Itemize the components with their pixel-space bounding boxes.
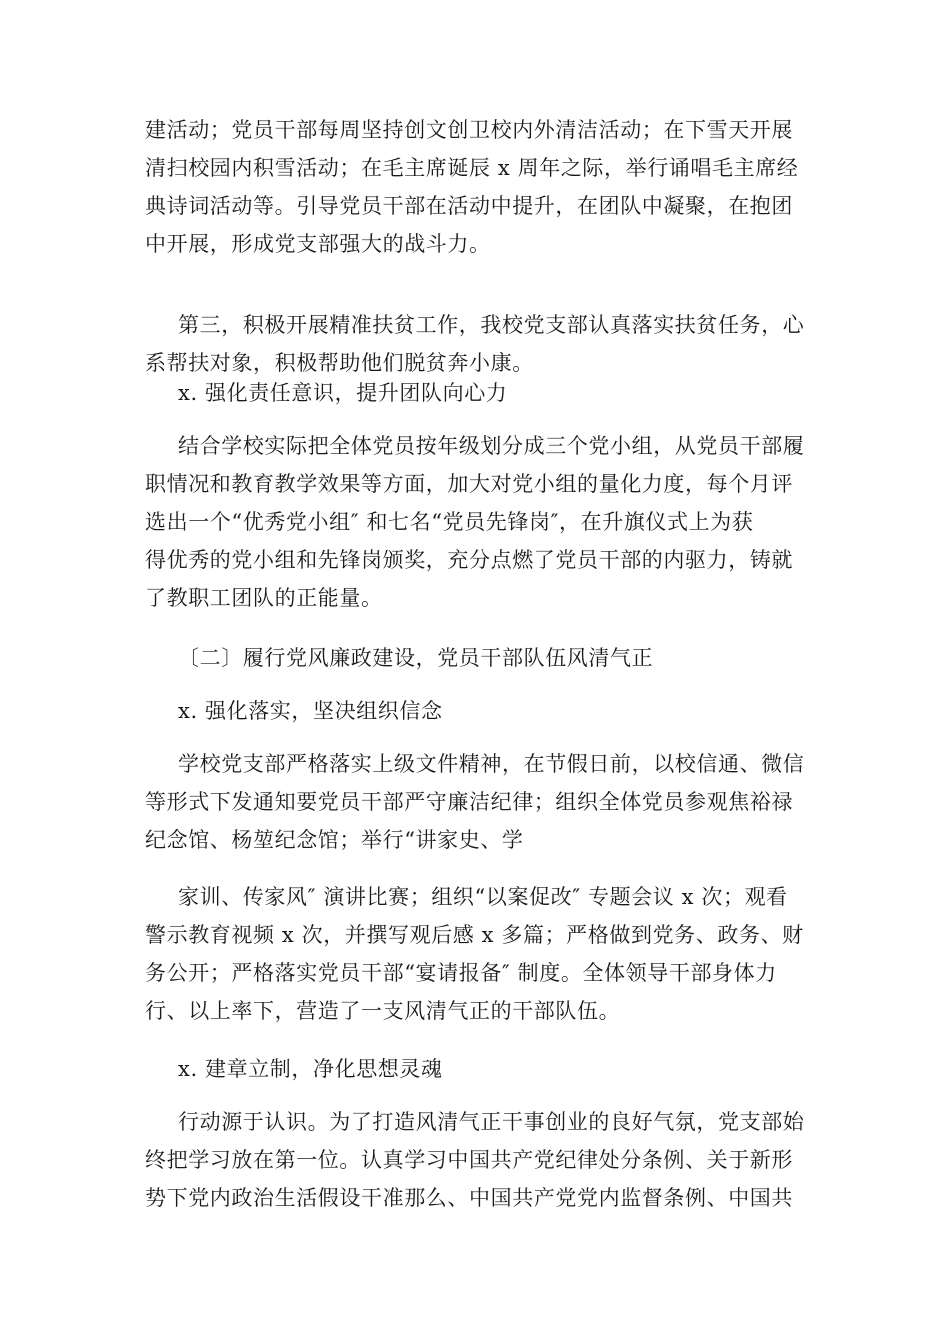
- paragraph-line: 务公开；严格落实党员干部“宴请报备″ 制度。全体领导干部身体力: [145, 961, 777, 985]
- paragraph-line: 典诗词活动等。引导党员干部在活动中提升，在团队中凝聚，在抱团: [145, 194, 793, 218]
- paragraph-line: 系帮扶对象，积极帮助他们脱贫奔小康。: [145, 351, 534, 375]
- paragraph-line: 势下党内政治生活假设干准那么、中国共产党党内监督条例、中国共: [145, 1186, 793, 1210]
- paragraph-line: 第三，积极开展精准扶贫工作，我校党支部认真落实扶贫任务，心: [178, 313, 805, 337]
- paragraph-line: 建活动；党员干部每周坚持创文创卫校内外清洁活动；在下雪天开展: [145, 118, 793, 142]
- paragraph-line: 职情况和教育教学效果等方面，加大对党小组的量化力度，每个月评: [145, 472, 793, 496]
- paragraph-line: 终把学习放在第一位。认真学习中国共产党纪律处分条例、关于新形: [145, 1148, 793, 1172]
- paragraph-line: 警示教育视频 x 次，并撰写观后感 x 多篇；严格做到党务、政务、财: [145, 923, 804, 947]
- paragraph-line: 纪念馆、杨堃纪念馆；举行“讲家史、学: [145, 828, 524, 852]
- paragraph-line: 行动源于认识。为了打造风清气正干事创业的良好气氛，党支部始: [178, 1110, 805, 1134]
- paragraph-line: 中开展，形成党支部强大的战斗力。: [145, 232, 491, 256]
- section-heading: x. 强化责任意识，提升团队向心力: [178, 381, 508, 405]
- paragraph-line: 了教职工团队的正能量。: [145, 586, 383, 610]
- paragraph-line: 结合学校实际把全体党员按年级划分成三个党小组，从党员干部履: [178, 434, 805, 458]
- section-heading: 〔二〕履行党风廉政建设，党员干部队伍风清气正: [178, 646, 654, 670]
- paragraph-line: 等形式下发通知要党员干部严守廉洁纪律；组织全体党员参观焦裕禄: [145, 790, 793, 814]
- section-heading: x. 建章立制，净化思想灵魂: [178, 1057, 443, 1081]
- paragraph-line: 家训、传家风″ 演讲比赛；组织“以案促改″ 专题会议 x 次；观看: [178, 885, 788, 909]
- paragraph-line: 学校党支部严格落实上级文件精神，在节假日前，以校信通、微信: [178, 752, 805, 776]
- paragraph-line: 得优秀的党小组和先锋岗颁奖，充分点燃了党员干部的内驱力，铸就: [145, 548, 793, 572]
- paragraph-line: 选出一个“优秀党小组″ 和七名“党员先锋岗″，在升旗仪式上为获: [145, 510, 754, 534]
- section-heading: x. 强化落实，坚决组织信念: [178, 699, 443, 723]
- paragraph-line: 行、以上率下，营造了一支风清气正的干部队伍。: [145, 999, 621, 1023]
- paragraph-line: 清扫校园内积雪活动；在毛主席诞辰 x 周年之际，举行诵唱毛主席经: [145, 156, 799, 180]
